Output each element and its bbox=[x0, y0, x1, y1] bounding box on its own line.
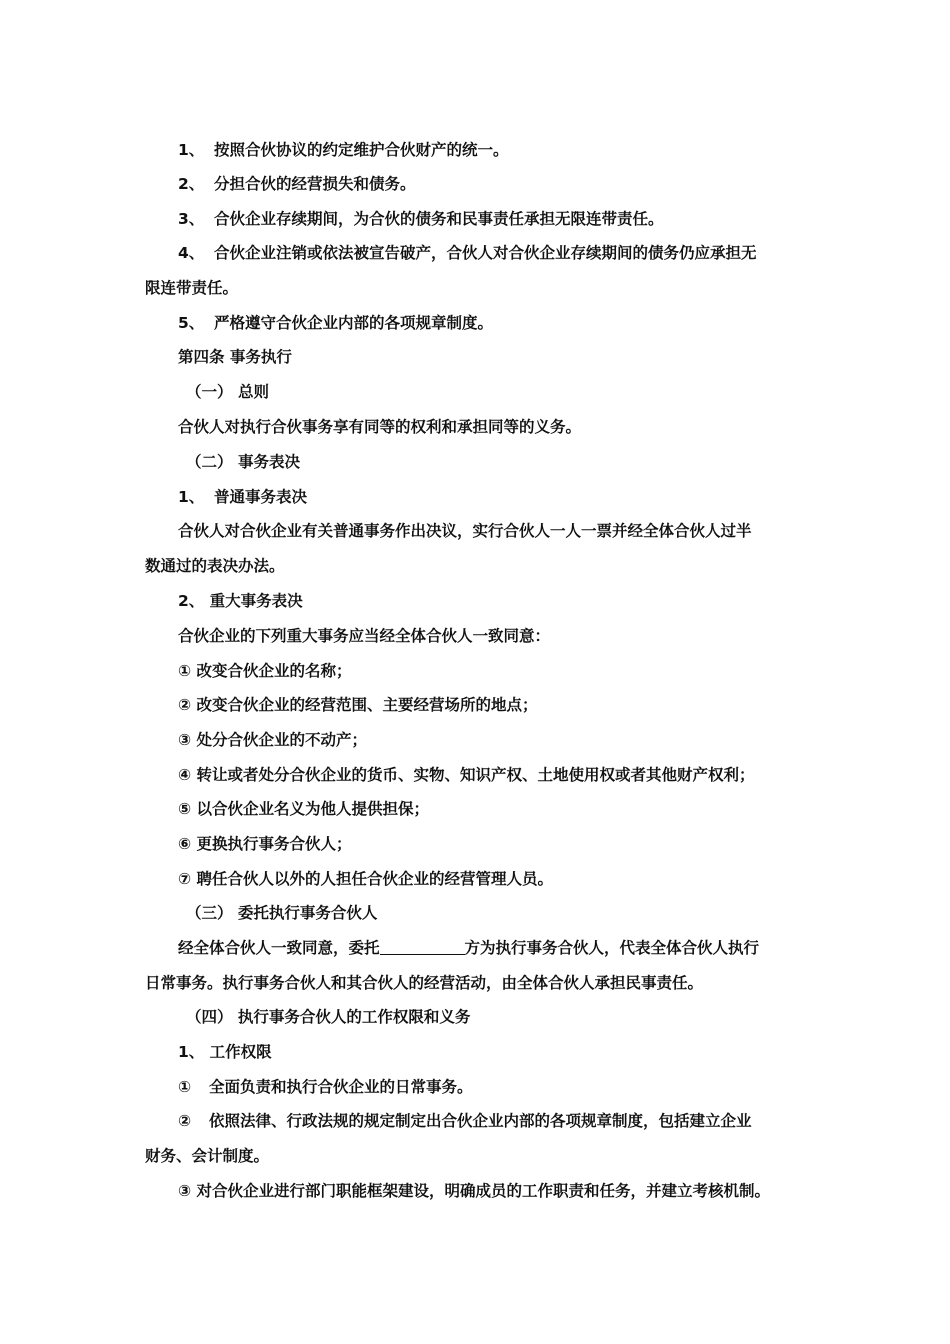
major-matter-3: ③ 处分合伙企业的不动产； bbox=[178, 731, 368, 749]
obligation-item-4 bbox=[178, 243, 757, 263]
major-matter-4: ④ 转让或者处分合伙企业的货币、实物、知识产权、土地使用权或者其他财产权利； bbox=[178, 766, 755, 784]
item-text: 合伙企业注销或依法被宣告破产，合伙人对合伙企业存续期间的债务仍应承担无 bbox=[214, 244, 757, 262]
general-principle-text: 合伙人对执行合伙事务享有同等的权利和承担同等的义务。 bbox=[178, 418, 582, 436]
section-number: （二） bbox=[186, 453, 233, 471]
item-text: 严格遵守合伙企业内部的各项规章制度。 bbox=[214, 314, 494, 332]
obligation-item-4-continued: 限连带责任。 bbox=[145, 279, 239, 297]
item-number: 5、 bbox=[178, 314, 205, 332]
authority-item-3: ③ 对合伙企业进行部门职能框架建设，明确成员的工作职责和任务，并建立考核机制。 bbox=[178, 1182, 771, 1200]
authority-item-2-continued: 财务、会计制度。 bbox=[145, 1147, 270, 1165]
major-matter-2: ② 改变合伙企业的经营范围、主要经营场所的地点； bbox=[178, 696, 538, 714]
major-voting-intro: 合伙企业的下列重大事务应当经全体合伙人一致同意： bbox=[178, 627, 551, 645]
section-title: 事务表决 bbox=[238, 453, 301, 471]
delegation-text-after: 方为执行事务合伙人，代表全体合伙人执行 bbox=[464, 939, 760, 957]
item-text: 分担合伙的经营损失和债务。 bbox=[214, 175, 416, 193]
work-authority-heading: 1、 工作权限 bbox=[178, 1043, 272, 1061]
item-number: 2、 bbox=[178, 175, 205, 193]
item-number: ① bbox=[178, 1078, 192, 1096]
authority-item-2 bbox=[178, 1111, 752, 1131]
item-text: 按照合伙协议的约定维护合伙财产的统一。 bbox=[214, 141, 509, 159]
item-number: ② bbox=[178, 1112, 192, 1130]
obligation-item-2 bbox=[178, 174, 416, 194]
delegation-text bbox=[178, 938, 759, 958]
authority-item-1 bbox=[178, 1077, 473, 1097]
section-3-heading: （三） 委托执行事务合伙人 bbox=[186, 904, 378, 922]
article-4-heading: 第四条 事务执行 bbox=[178, 348, 292, 366]
obligation-item-1 bbox=[178, 140, 509, 160]
obligation-item-3 bbox=[178, 209, 664, 229]
item-text: 普通事务表决 bbox=[214, 488, 308, 506]
major-matter-5: ⑤ 以合伙企业名义为他人提供担保； bbox=[178, 800, 430, 818]
section-2-heading bbox=[186, 452, 301, 472]
item-text: 合伙企业存续期间，为合伙的债务和民事责任承担无限连带责任。 bbox=[214, 210, 664, 228]
ordinary-voting-text: 合伙人对合伙企业有关普通事务作出决议，实行合伙人一人一票并经全体合伙人过半 bbox=[178, 522, 752, 540]
item-number: 3、 bbox=[178, 210, 205, 228]
section-1-heading bbox=[186, 382, 270, 402]
major-voting-heading: 2、 重大事务表决 bbox=[178, 592, 303, 610]
item-number: 1、 bbox=[178, 141, 205, 159]
section-4-heading: （四） 执行事务合伙人的工作权限和义务 bbox=[186, 1008, 471, 1026]
obligation-item-5 bbox=[178, 313, 494, 333]
item-number: 4、 bbox=[178, 244, 205, 262]
delegation-text-before: 经全体合伙人一致同意，委托 bbox=[178, 939, 380, 957]
item-text: 全面负责和执行合伙企业的日常事务。 bbox=[209, 1078, 473, 1096]
ordinary-voting-text-continued: 数通过的表决办法。 bbox=[145, 557, 285, 575]
ordinary-voting-heading bbox=[178, 487, 308, 507]
item-number: 1、 bbox=[178, 488, 205, 506]
major-matter-7: ⑦ 聘任合伙人以外的人担任合伙企业的经营管理人员。 bbox=[178, 870, 554, 888]
major-matter-1: ① 改变合伙企业的名称； bbox=[178, 662, 352, 680]
delegation-text-continued: 日常事务。执行事务合伙人和其合伙人的经营活动，由全体合伙人承担民事责任。 bbox=[145, 974, 704, 992]
section-number: （一） bbox=[186, 383, 233, 401]
item-text: 依照法律、行政法规的规定制定出合伙企业内部的各项规章制度，包括建立企业 bbox=[209, 1112, 752, 1130]
major-matter-6: ⑥ 更换执行事务合伙人； bbox=[178, 835, 352, 853]
blank-fill-field bbox=[380, 938, 465, 955]
section-title: 总则 bbox=[238, 383, 270, 401]
